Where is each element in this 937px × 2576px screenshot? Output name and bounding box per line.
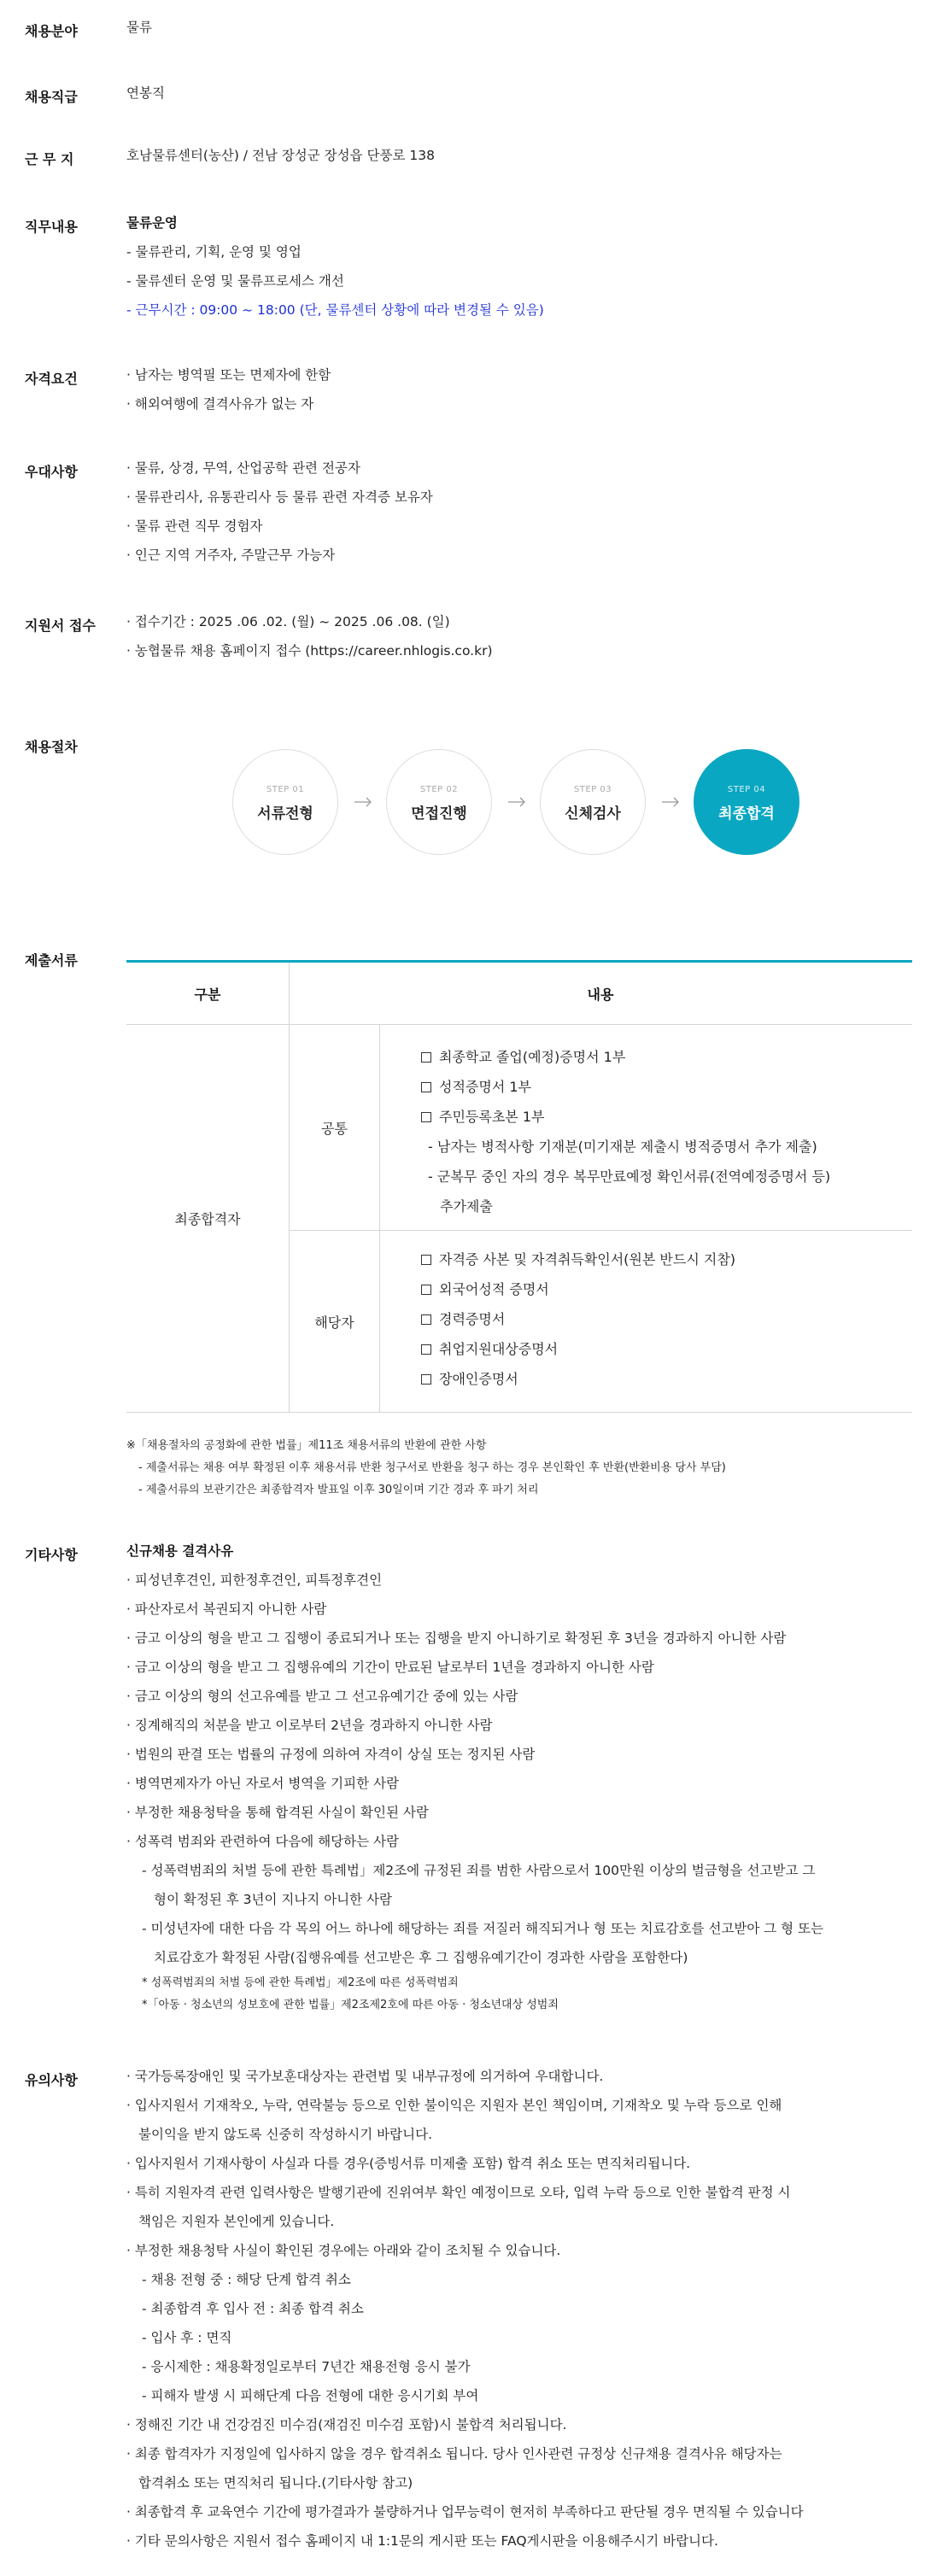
checkbox-icon: [421, 1082, 431, 1092]
caution-item: · 국가등록장애인 및 국가보훈대상자는 관련법 및 내부규정에 의거하여 우대합니다.: [126, 2069, 604, 2084]
caution-item: 불이익을 받지 않도록 신중히 작성하시기 바랍니다.: [138, 2127, 432, 2142]
caution-sub-item: - 응시제한 : 채용확정일로부터 7년간 채용전형 응시 불가: [142, 2359, 471, 2374]
field-label: 채용분야: [25, 23, 78, 39]
etc-sub-item: 치료감호가 확정된 사람(집행유예를 선고받은 후 그 집행유예기간이 경과한 사람을 포함한다): [154, 1950, 688, 1965]
etc-item: · 파산자로서 복권되지 아니한 사람: [126, 1601, 327, 1617]
process-step: [540, 749, 646, 855]
note-line: ※「채용절차의 공정화에 관한 법률」제11조 채용서류의 반환에 관한 사항: [126, 1439, 487, 1452]
etc-item: · 부정한 채용청탁을 통해 합격된 사실이 확인된 사람: [126, 1805, 429, 1820]
arrow-right-icon: [354, 796, 372, 808]
caution-label: 유의사항: [25, 2072, 78, 2088]
qualification-label: 자격요건: [25, 371, 78, 387]
etc-item: · 징계해직의 처분을 받고 이로부터 2년을 경과하지 아니한 사람: [126, 1718, 493, 1733]
preference-item: · 물류 관련 직무 경험자: [126, 518, 263, 534]
divider: [126, 1412, 912, 1413]
caution-sub-item: - 입사 후 : 면직: [142, 2330, 232, 2345]
step-number: STEP 01: [266, 785, 305, 794]
caution-item: · 입사지원서 기재착오, 누락, 연락불능 등으로 인한 불이익은 지원자 본인 책임이며, 기재착오 및 누락 등으로 인해: [126, 2098, 782, 2113]
qualification-item: · 해외여행에 결격사유가 없는 자: [126, 396, 314, 412]
applicable-doc-list: [421, 1244, 735, 1394]
doc-item: 장애인증명서: [421, 1364, 735, 1394]
doc-item: 자격증 사본 및 자격취득확인서(원본 반드시 지참): [421, 1244, 735, 1274]
checkbox-icon: [421, 1314, 431, 1325]
caution-item: · 최종 합격자가 지정일에 입사하지 않을 경우 합격취소 됩니다. 당사 인사관련 규정상 신규채용 결격사유 해당자는: [126, 2446, 782, 2462]
doc-item: 취업지원대상증명서: [421, 1334, 735, 1364]
step-number: STEP 03: [573, 785, 612, 794]
checkbox-icon: [421, 1344, 431, 1355]
etc-title: 신규채용 결격사유: [126, 1543, 234, 1559]
preference-item: · 물류, 상경, 무역, 산업공학 관련 전공자: [126, 460, 360, 476]
caution-sub-item: - 최종합격 후 입사 전 : 최종 합격 취소: [142, 2301, 364, 2316]
step-number: STEP 02: [419, 785, 459, 794]
applicable-cell: 해당자: [314, 1314, 354, 1331]
caution-item: · 입사지원서 기재사항이 사실과 다를 경우(증빙서류 미제출 포함) 합격 취소 또는 면직처리됩니다.: [126, 2156, 691, 2171]
doc-item: 외국어성적 증명서: [421, 1274, 735, 1304]
caution-item: · 최종합격 후 교육연수 기간에 평가결과가 불량하거나 업무능력이 현저히 부족하다고 판단될 경우 면직될 수 있습니다: [126, 2504, 804, 2520]
caution-sub-item: - 채용 전형 중 : 해당 단계 합격 취소: [142, 2272, 351, 2287]
step-name: 최종합격: [718, 805, 775, 823]
preference-item: · 인근 지역 거주자, 주말근무 가능자: [126, 547, 336, 563]
divider: [290, 1230, 912, 1231]
location-value: 호남물류센터(농산) / 전남 장성군 장성읍 단풍로 138: [126, 148, 435, 163]
etc-item: · 병역면제자가 아닌 자로서 병역을 기피한 사람: [126, 1776, 399, 1791]
doc-item: 경력증명서: [421, 1304, 735, 1334]
checkbox-icon: [421, 1255, 431, 1265]
grade-label: 채용직급: [25, 89, 78, 105]
caution-item: 책임은 지원자 본인에게 있습니다.: [138, 2214, 335, 2229]
etc-item: · 피성년후견인, 피한정후견인, 피특정후견인: [126, 1572, 383, 1588]
etc-item: · 금고 이상의 형의 선고유예를 받고 그 선고유예기간 중에 있는 사람: [126, 1689, 518, 1704]
documents-notes: [126, 1435, 912, 1502]
etc-item: · 법원의 판결 또는 법률의 규정에 의하여 자격이 상실 또는 정지된 사람: [126, 1747, 536, 1762]
process-step: [232, 749, 338, 855]
checkbox-icon: [421, 1052, 431, 1063]
doc-item: 최종학교 졸업(예정)증명서 1부: [421, 1042, 830, 1072]
caution-item: · 부정한 채용청탁 사실이 확인된 경우에는 아래와 같이 조치될 수 있습니다.: [126, 2243, 561, 2258]
arrow-right-icon: [661, 796, 680, 808]
duty-item: - 물류센터 운영 및 물류프로세스 개선: [126, 273, 344, 289]
divider: [289, 963, 290, 1024]
step-name: 면접진행: [411, 805, 467, 823]
documents-label: 제출서류: [25, 952, 78, 969]
process-step-current: [694, 749, 799, 855]
table-header-content: 내용: [587, 986, 614, 1003]
etc-footnote: * 성폭력범죄의 처벌 등에 관한 특례법」제2조에 따른 성폭력범죄: [142, 1976, 459, 1989]
etc-footnote: *「아동 · 청소년의 성보호에 관한 법률」제2조제2호에 따른 아동 · 청소년대상 성범죄: [142, 1999, 559, 2011]
common-doc-list: [421, 1042, 830, 1221]
etc-label: 기타사항: [25, 1547, 78, 1563]
grade-value: 연봉직: [126, 85, 165, 101]
duty-label: 직무내용: [25, 219, 78, 235]
process-step: [386, 749, 492, 855]
preference-label: 우대사항: [25, 464, 78, 480]
duty-hours: - 근무시간 : 09:00 ~ 18:00 (단, 물류센터 상황에 따라 변경될 수 있음): [126, 302, 544, 318]
target-cell: 최종합격자: [174, 1211, 241, 1227]
doc-item: 주민등록초본 1부: [421, 1102, 830, 1132]
step-name: 신체검사: [565, 805, 621, 823]
arrow-right-icon: [507, 796, 526, 808]
field-value: 물류: [126, 20, 152, 35]
caution-sub-item: - 피해자 발생 시 피해단계 다음 전형에 대한 응시기회 부여: [142, 2388, 479, 2403]
doc-sub-item: 추가제출: [440, 1198, 493, 1215]
etc-item: · 금고 이상의 형을 받고 그 집행유예의 기간이 만료된 날로부터 1년을 경과하지 아니한 사람: [126, 1660, 654, 1675]
application-period: · 접수기간 : 2025 .06 .02. (월) ~ 2025 .06 .08. (일): [126, 614, 450, 629]
note-line: - 제출서류의 보관기간은 최종합격자 발표일 이후 30일이며 기간 경과 후 파기 처리: [138, 1484, 539, 1496]
duty-title: 물류운영: [126, 215, 178, 231]
etc-item: · 금고 이상의 형을 받고 그 집행이 종료되거나 또는 집행을 받지 아니하기로 확정된 후 3년을 경과하지 아니한 사람: [126, 1630, 787, 1646]
doc-sub-item: - 군복무 중인 자의 경우 복무만료예정 확인서류(전역예정증명서 등): [428, 1168, 831, 1185]
doc-sub-item: - 남자는 병적사항 기재분(미기재분 제출시 병적증명서 추가 제출): [428, 1139, 817, 1155]
checkbox-icon: [421, 1285, 431, 1295]
divider: [379, 1025, 380, 1412]
caution-list: [126, 2062, 912, 2556]
location-label: 근 무 지: [25, 151, 74, 167]
caution-item: 합격취소 또는 면직처리 됩니다.(기타사항 참고): [138, 2475, 413, 2491]
preference-item: · 물류관리사, 유통관리사 등 물류 관련 자격증 보유자: [126, 489, 433, 505]
step-number: STEP 04: [727, 785, 766, 794]
step-name: 서류전형: [257, 805, 313, 823]
process-label: 채용절차: [25, 739, 78, 755]
caution-item: · 기타 문의사항은 지원서 접수 홈페이지 내 1:1문의 게시판 또는 FAQ게시판을 이용해주시기 바랍니다.: [126, 2533, 718, 2549]
etc-sub-item: 형이 확정된 후 3년이 지나지 아니한 사람: [154, 1892, 392, 1907]
table-header-category: 구분: [194, 986, 221, 1003]
etc-sub-item: - 미성년자에 대한 다음 각 목의 어느 하나에 해당하는 죄를 저질러 해직되거나 형 또는 치료감호를 선고받아 그 형 또는: [142, 1921, 824, 1936]
etc-item: · 성폭력 범죄와 관련하여 다음에 해당하는 사람: [126, 1834, 399, 1849]
application-site: · 농협물류 채용 홈페이지 접수 (https://career.nhlogis.co.kr): [126, 643, 493, 659]
checkbox-icon: [421, 1374, 431, 1385]
application-label: 지원서 접수: [25, 618, 96, 634]
caution-item: · 특히 지원자격 관련 입력사항은 발행기관에 진위여부 확인 예정이므로 오타, 입력 누락 등으로 인한 불합격 판정 시: [126, 2185, 791, 2200]
duty-item: - 물류관리, 기획, 운영 및 영업: [126, 244, 302, 260]
caution-item: · 정해진 기간 내 건강검진 미수검(재검진 미수검 포함)시 불합격 처리됩니다.: [126, 2417, 567, 2433]
doc-item: 성적증명서 1부: [421, 1072, 830, 1102]
note-line: - 제출서류는 채용 여부 확정된 이후 채용서류 반환 청구서로 반환을 청구 하는 경우 본인확인 후 반환(반환비용 당사 부담): [138, 1461, 726, 1474]
etc-sub-item: - 성폭력범죄의 처벌 등에 관한 특례법」제2조에 규정된 죄를 범한 사람으로서 100만원 이상의 벌금형을 선고받고 그: [142, 1863, 816, 1878]
checkbox-icon: [421, 1112, 431, 1122]
common-cell: 공통: [321, 1120, 348, 1137]
qualification-item: · 남자는 병역필 또는 면제자에 한함: [126, 367, 331, 383]
